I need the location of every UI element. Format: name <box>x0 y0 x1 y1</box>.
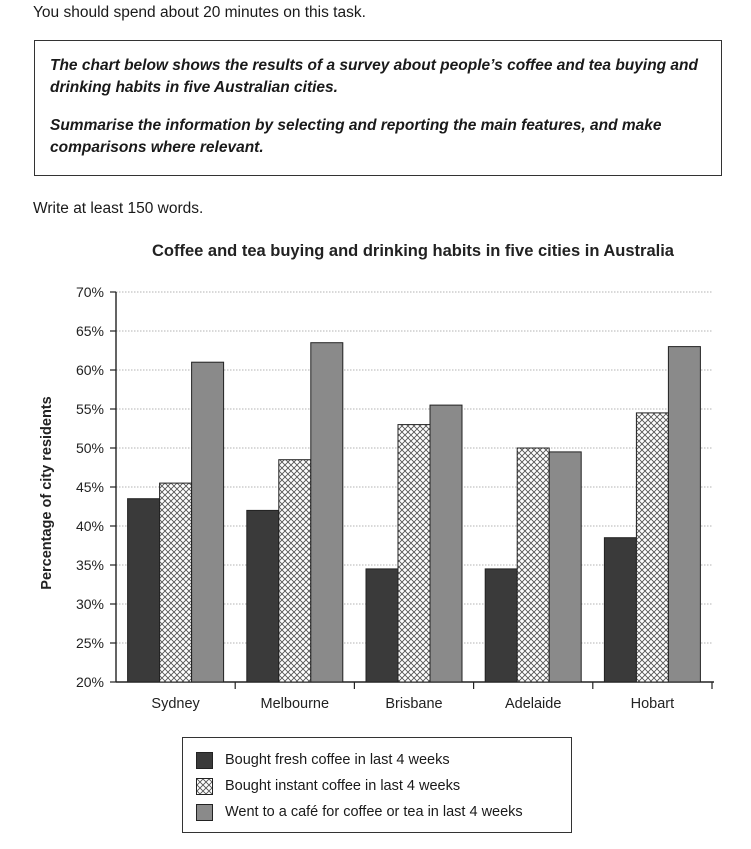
y-tick-label: 40% <box>75 518 104 534</box>
y-tick-label: 70% <box>75 284 104 300</box>
word-count-text: Write at least 150 words. <box>33 200 204 217</box>
y-tick-label: 45% <box>75 479 104 495</box>
legend-label-instant: Bought instant coffee in last 4 weeks <box>225 778 461 794</box>
task-instructions: Summarise the information by selecting and reporting the main features, and make comparisons where relevant. <box>50 117 662 156</box>
y-tick-label: 30% <box>75 596 104 612</box>
fresh-swatch-fill <box>197 753 212 768</box>
chart-legend <box>182 737 572 833</box>
bar-instant <box>517 448 549 682</box>
task-box <box>34 40 722 176</box>
y-tick-label: 50% <box>75 440 104 456</box>
cafe-swatch-fill <box>197 805 212 820</box>
y-tick-label: 60% <box>75 362 104 378</box>
legend-swatch-cafe <box>196 804 213 821</box>
y-tick-label: 20% <box>75 674 104 690</box>
bar-instant <box>160 483 192 682</box>
y-axis-label: Percentage of city residents <box>39 396 55 590</box>
bar-fresh <box>604 538 636 682</box>
chart-title: Coffee and tea buying and drinking habits in five cities in Australia <box>152 242 674 260</box>
legend-label-cafe: Went to a café for coffee or tea in last 4 weeks <box>225 804 523 820</box>
legend-swatch-instant <box>196 778 213 795</box>
y-tick-label: 65% <box>75 323 104 339</box>
instant-swatch-fill <box>197 779 212 794</box>
bar-instant <box>636 413 668 682</box>
bar-fresh <box>247 510 279 682</box>
bar-cafe <box>668 347 700 682</box>
bar-cafe <box>192 362 224 682</box>
legend-item-instant <box>183 773 571 799</box>
x-tick-label: Sydney <box>151 696 200 712</box>
y-tick-label: 35% <box>75 557 104 573</box>
bar-fresh <box>366 569 398 682</box>
bar-instant <box>279 460 311 682</box>
bar-instant <box>398 425 430 682</box>
task-description: The chart below shows the results of a survey about people’s coffee and tea buying and drinking habits in five Australian cities. <box>50 57 698 96</box>
bar-cafe <box>311 343 343 682</box>
x-tick-label: Brisbane <box>385 696 443 712</box>
x-tick-label: Adelaide <box>504 696 562 712</box>
legend-swatch-fresh <box>196 752 213 769</box>
bar-fresh <box>485 569 517 682</box>
bar-cafe <box>549 452 581 682</box>
instruction-text: You should spend about 20 minutes on this task. <box>33 4 366 21</box>
y-tick-label: 55% <box>75 401 104 417</box>
bar-chart <box>0 228 751 733</box>
x-tick-label: Melbourne <box>260 696 330 712</box>
x-tick-label: Hobart <box>630 696 675 712</box>
bar-cafe <box>430 405 462 682</box>
y-tick-label: 25% <box>75 635 104 651</box>
legend-item-cafe <box>183 799 571 825</box>
legend-item-fresh <box>183 747 571 773</box>
bar-fresh <box>128 499 160 682</box>
legend-label-fresh: Bought fresh coffee in last 4 weeks <box>225 752 450 768</box>
